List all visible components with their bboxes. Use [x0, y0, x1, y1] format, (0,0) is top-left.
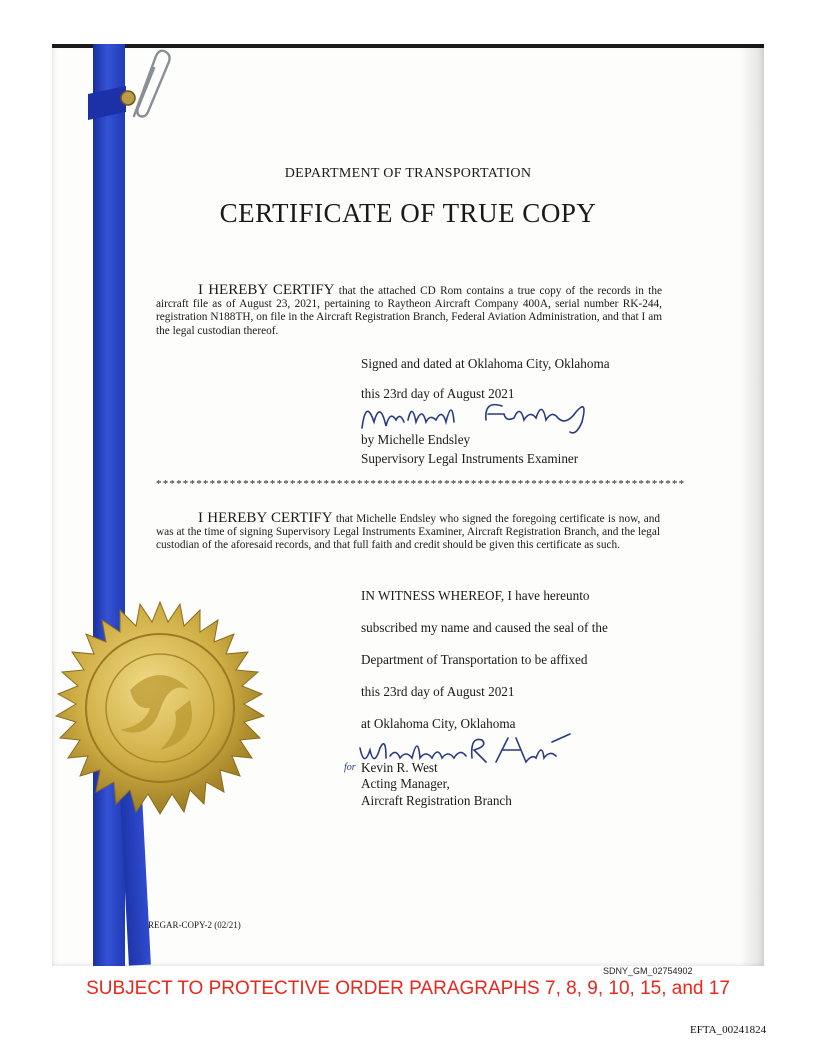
scanned-page — [52, 44, 764, 966]
protective-order-notice: SUBJECT TO PROTECTIVE ORDER PARAGRAPHS 7, 8, 9, 10, 15, and 17 — [86, 978, 730, 999]
for-mark: for — [344, 762, 356, 773]
witness-line-4: this 23rd day of August 2021 — [361, 684, 515, 699]
scan-shadow — [740, 44, 764, 966]
endsley-signature — [356, 392, 606, 436]
witness-line-2: subscribed my name and caused the seal of the — [361, 620, 608, 635]
certify-lead-2: I HEREBY CERTIFY — [198, 510, 333, 526]
certify-lead: I HEREBY CERTIFY — [198, 282, 335, 298]
certification-paragraph-1 — [156, 284, 662, 338]
gold-seal-icon — [50, 600, 270, 820]
by-line: by Michelle Endsley — [361, 432, 471, 447]
signed-at-line: Signed and dated at Oklahoma City, Oklahoma — [361, 356, 610, 371]
form-number: REGAR-COPY-2 (02/21) — [148, 920, 241, 930]
blue-ribbon — [93, 44, 125, 966]
certificate-title: CERTIFICATE OF TRUE COPY — [219, 198, 597, 228]
certification-paragraph-2 — [156, 512, 660, 553]
branch-name: Aircraft Registration Branch — [361, 793, 512, 808]
witness-line-1: IN WITNESS WHEREOF, I have hereunto — [361, 588, 590, 603]
date-line: this 23rd day of August 2021 — [361, 386, 515, 401]
separator-stars: ******************************************************************************* — [156, 478, 686, 490]
certification-text-2: that Michelle Endsley who signed the foregoing certificate is now, and was at the time of signing Supervisory Legal Instruments Examiner, Aircraft Registration Branch, and the legal custodian of the aforesaid records, and that full faith and credit should be given this certificate as such. — [156, 513, 660, 552]
witness-line-5: at Oklahoma City, Oklahoma — [361, 716, 516, 731]
department-heading: DEPARTMENT OF TRANSPORTATION — [284, 166, 532, 181]
efta-number: EFTA_00241824 — [690, 1024, 767, 1036]
manager-title: Acting Manager, — [361, 776, 450, 791]
bates-number: SDNY_GM_02754902 — [603, 966, 693, 976]
examiner-title: Supervisory Legal Instruments Examiner — [361, 451, 579, 466]
paperclip-icon — [116, 46, 176, 126]
manager-name: Kevin R. West — [361, 760, 438, 775]
certification-text: that the attached CD Rom contains a true copy of the records in the aircraft file as of August 23, 2021, pertaining to Raytheon Aircraft Company 400A, serial number RK-244, registration N188TH, on file in the Aircraft Registration Branch, Federal Aviation Administration, and that I am the legal custodian thereof. — [156, 285, 662, 337]
witness-line-3: Department of Transportation to be affixed — [361, 652, 588, 667]
